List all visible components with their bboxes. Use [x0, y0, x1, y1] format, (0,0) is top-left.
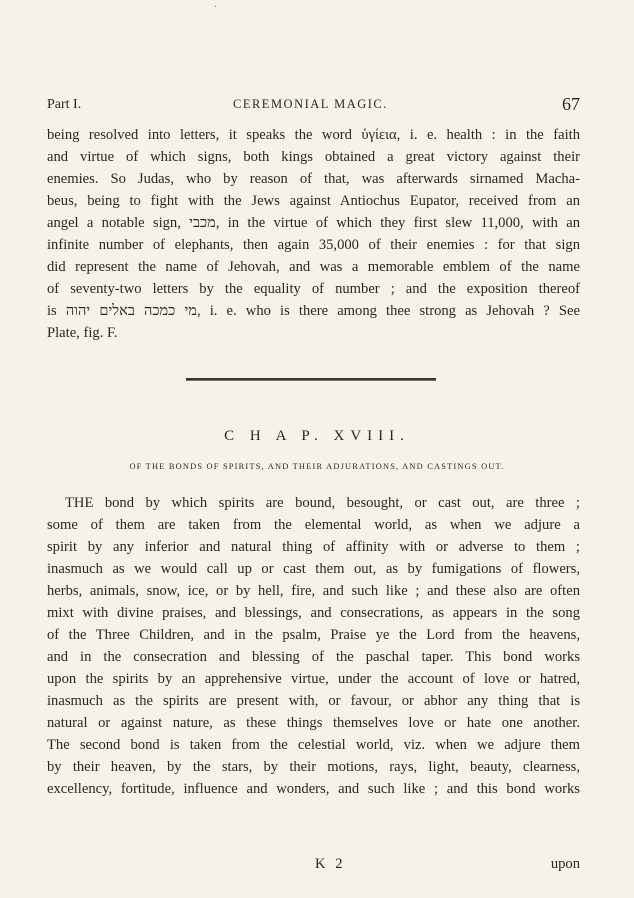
running-header	[47, 94, 580, 116]
text-line: angel a notable sign, מכבי, in the virtue of which they first slew 11,000, with an	[47, 215, 580, 231]
text-line: did represent the name of Jehovah, and was a memorable emblem of the name	[47, 259, 580, 275]
text-line: Plate, fig. F.	[47, 325, 118, 341]
text-line: by their heaven, by the stars, by their motions, rays, light, beauty, clearness,	[47, 759, 580, 775]
text-line: enemies. So Judas, who by reason of that, was afterwards sirnamed Macha-	[47, 171, 580, 187]
text-line: The second bond is taken from the celestial world, viz. when we adjure them	[47, 737, 580, 753]
text-line: of the Three Children, and in the psalm, Praise ye the Lord from the heavens,	[47, 627, 580, 643]
paragraph-1	[47, 124, 580, 344]
text-line: being resolved into letters, it speaks the word ὑγίεια, i. e. health : in the faith	[47, 127, 580, 143]
chapter-title: C H A P. XVIII.	[224, 428, 410, 444]
text-line: THE bond by which spirits are bound, besought, or cast out, are three ;	[65, 495, 580, 511]
text-line: beus, being to fight with the Jews against Antiochus Eupator, received from an	[47, 193, 580, 209]
text-line: spirit by any inferior and natural thing of affinity with or adverse to them ;	[47, 539, 580, 555]
text-line: mixt with divine praises, and blessings, and consecrations, as appears in the song	[47, 605, 580, 621]
scan-speck: ·	[214, 2, 218, 13]
text-line: natural or against nature, as these things themselves love or hate one another.	[47, 715, 580, 731]
text-line: inasmuch as the spirits are present with, or favour, or abhor any thing that is	[47, 693, 580, 709]
text-line: upon the spirits by an apprehensive virtue, under the account of love or hatred,	[47, 671, 580, 687]
page-footer	[47, 856, 580, 878]
page-number: 67	[562, 94, 580, 114]
header-title: CEREMONIAL MAGIC.	[233, 97, 388, 111]
header-part: Part I.	[47, 97, 82, 112]
text-line: some of them are taken from the elemental world, as when we adjure a	[47, 517, 580, 533]
paragraph-2	[47, 492, 580, 800]
section-divider	[186, 378, 436, 381]
catchword: upon	[550, 856, 580, 872]
text-line: inasmuch as we would call up or cast them out, as by fumigations of flowers,	[47, 561, 580, 577]
text-line: is מי כמכה באלים יהוה, i. e. who is there among thee strong as Jehovah ? See	[47, 303, 580, 319]
text-line: of seventy-two letters by the equality of number ; and the exposition thereof	[47, 281, 580, 297]
text-line: infinite number of elephants, then again 35,000 of their enemies : for that sign	[47, 237, 580, 253]
chapter-subtitle: OF THE BONDS OF SPIRITS, AND THEIR ADJURATIONS, AND CASTINGS OUT.	[129, 462, 505, 471]
text-line: herbs, animals, snow, ice, or by hell, fire, and such like ; and these also are often	[47, 583, 580, 599]
text-line: excellency, fortitude, influence and wonders, and such like ; and this bond works	[47, 781, 580, 797]
text-line: and in the consecration and blessing of the paschal taper. This bond works	[47, 649, 580, 665]
signature-mark: K 2	[315, 856, 346, 872]
text-line: and virtue of which signs, both kings obtained a great victory against their	[47, 149, 580, 165]
